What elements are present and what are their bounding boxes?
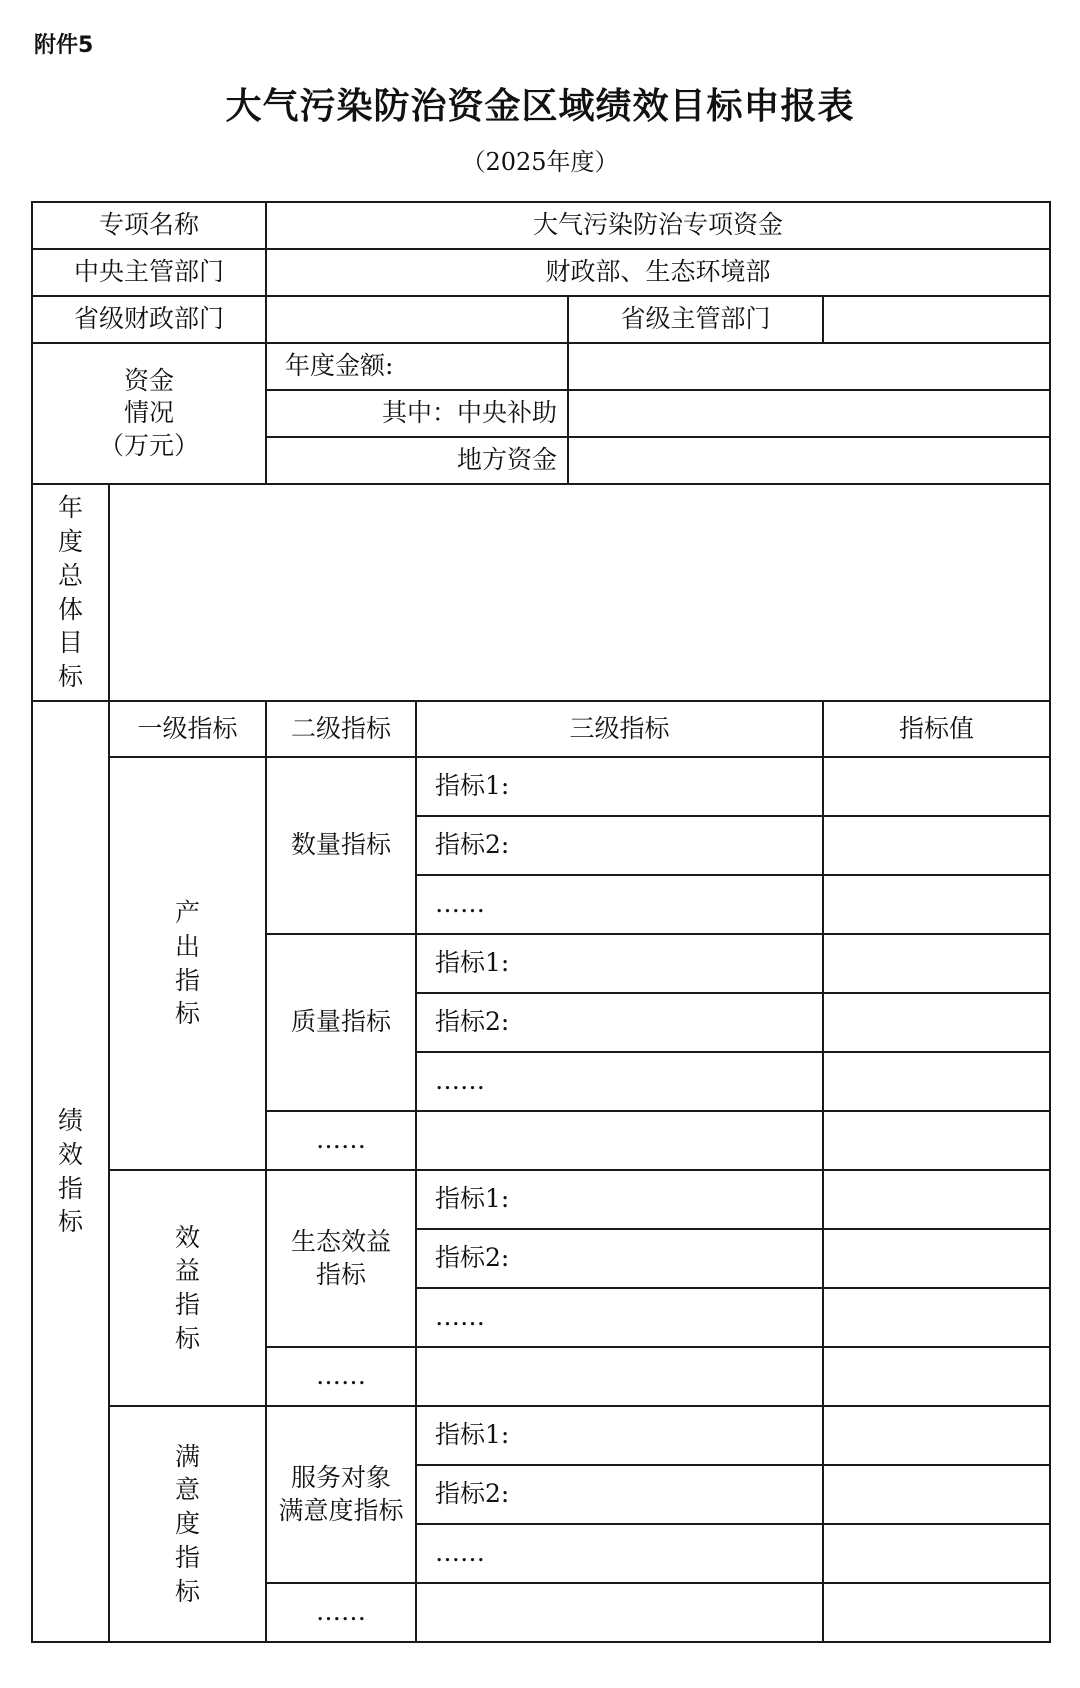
annual-goal-value[interactable]: [109, 484, 1050, 701]
level3-cell[interactable]: 指标2:: [416, 816, 823, 875]
level1-cell: [109, 1170, 266, 1406]
header-value: 指标值: [823, 701, 1050, 757]
level1-text: 效益指标: [175, 1222, 201, 1353]
level2-cell: 服务对象 满意度指标: [266, 1406, 416, 1583]
level3-cell[interactable]: [416, 1347, 823, 1406]
central-subsidy-label: 其中：中央补助: [266, 390, 568, 437]
provincial-dept-label: 省级主管部门: [568, 296, 823, 343]
indicator-value-cell[interactable]: [823, 1111, 1050, 1170]
level1-text: 满意度指标: [175, 1441, 201, 1606]
level3-cell[interactable]: 指标1:: [416, 1170, 823, 1229]
level3-cell[interactable]: 指标1:: [416, 934, 823, 993]
header-level1: 一级指标: [109, 701, 266, 757]
annual-amount-label: 年度金额:: [266, 343, 568, 390]
central-dept-value[interactable]: 财政部、生态环境部: [266, 249, 1050, 296]
indicator-value-cell[interactable]: [823, 1406, 1050, 1465]
special-name-label: 专项名称: [32, 202, 266, 249]
local-funds-value[interactable]: [568, 437, 1050, 484]
level1-cell: [109, 757, 266, 1170]
indicator-value-cell[interactable]: [823, 1170, 1050, 1229]
level2-cell: 生态效益 指标: [266, 1170, 416, 1347]
level3-cell[interactable]: [416, 1583, 823, 1642]
indicator-value-cell[interactable]: [823, 816, 1050, 875]
central-subsidy-value[interactable]: [568, 390, 1050, 437]
local-funds-label: 地方资金: [266, 437, 568, 484]
level3-cell[interactable]: ……: [416, 1288, 823, 1347]
level3-cell[interactable]: 指标2:: [416, 1465, 823, 1524]
header-level2: 二级指标: [266, 701, 416, 757]
target-form-table: [31, 201, 1051, 1643]
special-name-value[interactable]: 大气污染防治专项资金: [266, 202, 1050, 249]
annual-goal-label-text: 年度总体目标: [58, 493, 84, 691]
indicator-value-cell[interactable]: [823, 1052, 1050, 1111]
level2-cell: 质量指标: [266, 934, 416, 1111]
level3-cell[interactable]: 指标1:: [416, 1406, 823, 1465]
document-year: （2025年度）: [461, 148, 619, 176]
indicator-value-cell[interactable]: [823, 757, 1050, 816]
level3-cell[interactable]: 指标1:: [416, 757, 823, 816]
attachment-label: 附件5: [34, 33, 94, 58]
level1-text: 产出指标: [175, 898, 201, 1029]
performance-indicators-label: [32, 701, 109, 1642]
level1-cell: [109, 1406, 266, 1642]
indicator-value-cell[interactable]: [823, 1229, 1050, 1288]
level3-cell[interactable]: 指标2:: [416, 1229, 823, 1288]
level3-cell[interactable]: ……: [416, 1052, 823, 1111]
provincial-finance-label: 省级财政部门: [32, 296, 266, 343]
performance-indicators-label-text: 绩效指标: [58, 1106, 84, 1237]
indicator-value-cell[interactable]: [823, 1347, 1050, 1406]
level3-cell[interactable]: 指标2:: [416, 993, 823, 1052]
central-dept-label: 中央主管部门: [32, 249, 266, 296]
level3-cell[interactable]: ……: [416, 875, 823, 934]
indicator-value-cell[interactable]: [823, 1288, 1050, 1347]
funds-label: 资金 情况 （万元）: [32, 343, 266, 484]
provincial-dept-value[interactable]: [823, 296, 1050, 343]
level2-cell: 数量指标: [266, 757, 416, 934]
level3-cell[interactable]: ……: [416, 1524, 823, 1583]
indicator-value-cell[interactable]: [823, 1465, 1050, 1524]
indicator-value-cell[interactable]: [823, 1524, 1050, 1583]
indicator-value-cell[interactable]: [823, 993, 1050, 1052]
level2-cell: ……: [266, 1347, 416, 1406]
level2-cell: ……: [266, 1111, 416, 1170]
indicator-value-cell[interactable]: [823, 1583, 1050, 1642]
annual-goal-label: [32, 484, 109, 701]
header-level3: 三级指标: [416, 701, 823, 757]
level3-cell[interactable]: [416, 1111, 823, 1170]
indicator-value-cell[interactable]: [823, 934, 1050, 993]
level2-cell: ……: [266, 1583, 416, 1642]
document-title: 大气污染防治资金区域绩效目标申报表: [225, 86, 855, 127]
provincial-finance-value[interactable]: [266, 296, 568, 343]
indicator-value-cell[interactable]: [823, 875, 1050, 934]
annual-amount-value[interactable]: [568, 343, 1050, 390]
